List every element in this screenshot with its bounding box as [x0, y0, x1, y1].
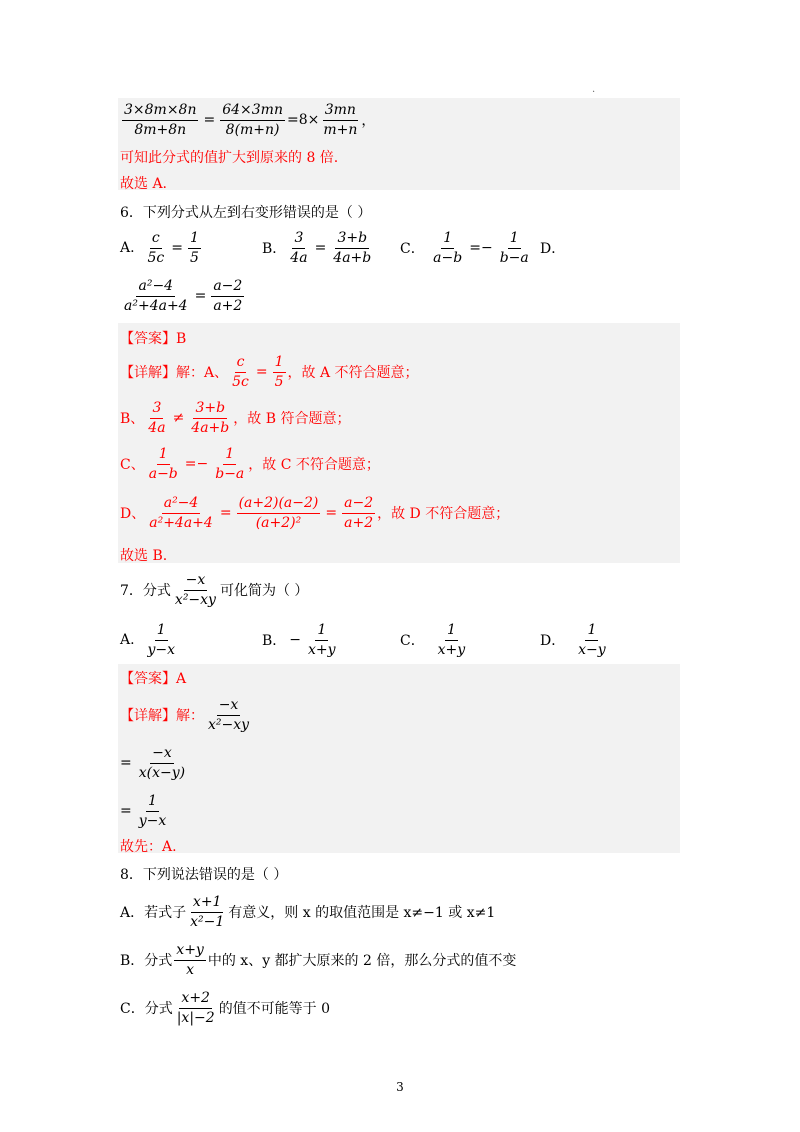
q8-option-b: B．分式 $\frac{x+y}{x}$ 中的 x、y 都扩大原来的 2 倍，那么分式的值不变: [120, 942, 517, 978]
q6-option-d: $\frac{\text{a²−4}}{\text{a²+4a+4}}$ = $\frac{a-2}{a+2}$: [124, 278, 243, 314]
q7-option-c: C． $\frac{1}{x+y}$: [400, 622, 466, 658]
q6-option-c: C． $\frac{1}{a-b}$ =− $\frac{1}{b-a}$: [400, 230, 529, 266]
q6-stem: 6．下列分式从左到右变形错误的是（ ）: [120, 205, 372, 221]
q5-note: 可知此分式的值扩大到原来的 8 倍.: [120, 150, 339, 166]
q8-option-c: C．分式 $\frac{x+2}{|x|-2}$ 的值不可能等于 0: [120, 990, 331, 1026]
fraction: $\frac{64\times 3mn}{8(m+n)}$: [222, 102, 283, 138]
q6-detail-d: D、 $\frac{\text{a²−4}}{\text{a²+4a+4}}$ = $\frac{(a+2)(a-2)}{\text{(a+2)²}}$ = $\frac{a-2}{a+2}$ ，故 D 不符合题意；: [120, 495, 510, 531]
header-mark: .: [592, 84, 596, 95]
equation-text: ，: [361, 113, 376, 129]
q7-option-d: D． $\frac{1}{x-y}$: [540, 622, 606, 658]
q6-detail-b: B、 $\frac{3}{4a}$ ≠ $\frac{3+b}{4a+b}$ ，故 B 符合题意；: [120, 400, 351, 436]
q7-detail-step2: = $\frac{-x}{x(x-y)}$: [120, 745, 186, 781]
q7-choose: 故先：A.: [120, 839, 177, 855]
q6-option-b: B． $\frac{3}{4a}$ = $\frac{3+b}{4a+b}$: [262, 230, 372, 266]
q7-detail-step1: 【详解】 解： $\frac{-x}{\text{x²−xy}}$: [120, 697, 250, 733]
q7-detail-step3: = $\frac{1}{y-x}$: [120, 793, 167, 829]
q7-option-b: B． − $\frac{1}{x+y}$: [262, 622, 336, 658]
page-number: 3: [396, 1080, 404, 1094]
q5-equation: $\frac{3\times 8m\times 8n}{8m+8n}$ = $\frac{64\times 3mn}{8(m+n)}$ =8× $\frac{3mn}{m+n}$ ，: [124, 102, 376, 138]
solution-block-q7: [118, 664, 680, 853]
q6-answer: 【答案】B: [120, 331, 187, 347]
q6-option-d-label: D．: [540, 241, 566, 257]
q6-choose: 故选 B.: [120, 548, 168, 564]
fraction: $\frac{3\times 8m\times 8n}{8m+8n}$: [124, 102, 197, 138]
fraction: $\frac{3mn}{m+n}$: [323, 102, 358, 138]
q7-answer: 【答案】A: [120, 671, 187, 687]
q8-option-a: A．若式子 $\frac{x+1}{\text{x²−1}}$ 有意义，则 x 的取值范围是 x≠−1 或 x≠1: [120, 894, 496, 930]
equation-text: =8×: [286, 112, 320, 128]
q6-detail-c: C、 $\frac{1}{a-b}$ =− $\frac{1}{b-a}$ ，故 C 不符合题意；: [120, 446, 380, 482]
q7-stem: 7．分式 $\frac{-x}{\text{x²−xy}}$ 可化简为（ ）: [120, 572, 309, 608]
q8-stem: 8．下列说法错误的是（ ）: [120, 867, 288, 883]
q6-detail-a: 【详解】 解：A、 $\frac{c}{5c}$ = $\frac{1}{5}$ ，故 A 不符合题意；: [120, 354, 419, 390]
q6-option-a: A. $\frac{c}{5c}$ = $\frac{1}{5}$: [120, 230, 199, 266]
q7-option-a: A. $\frac{1}{y-x}$: [120, 622, 176, 658]
q5-choose: 故选 A.: [120, 176, 168, 192]
